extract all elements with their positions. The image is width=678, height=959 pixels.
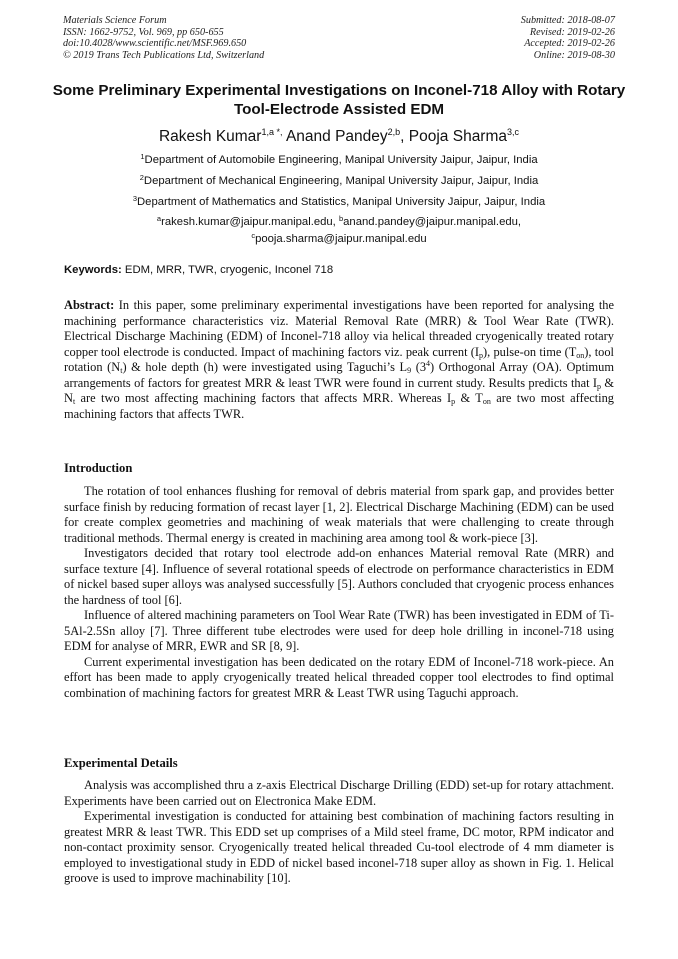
journal-name: Materials Science Forum xyxy=(63,15,167,26)
author-name: Anand Pandey xyxy=(285,128,388,145)
affiliation-2: $^2$Department of Mechanical Engineering, Manipal University Jaipur, Jaipur, India xyxy=(139,173,539,187)
paper-title: Some Preliminary Experimental Investigations on Inconel-718 Alloy with Rotary Tool-Electrode Assisted EDM xyxy=(52,82,626,118)
experimental-body xyxy=(64,778,614,887)
author-name: Rakesh Kumar xyxy=(158,128,262,145)
keywords xyxy=(64,263,333,277)
author-name: Pooja Sharma xyxy=(408,128,508,145)
paragraph: Experimental investigation is conducted for attaining best combination of machining factors resulting in greatest MRR & least TWR. This EDD set up comprises of a Mild steel frame, DC motor, RPM indicator and non-contact proximity sensor. Cryogenically treated helical threaded Cu-tool electrode of 4 mm diameter is employed to investigational study in EDD of nickel based inconel-718 super alloy as shown in Fig. 1. Helical groove is used to improve machinability [10]. xyxy=(64,809,614,885)
introduction-body xyxy=(64,484,614,701)
keywords-text: EDM, MRR, TWR, cryogenic, Inconel 718 xyxy=(121,264,334,276)
author-mark: 3,c xyxy=(507,127,520,137)
online-date: Online: 2019-08-30 xyxy=(533,49,615,61)
keywords-label: Keywords: xyxy=(64,264,122,276)
author-mark: 2,b xyxy=(387,127,401,137)
abstract-label: Abstract: xyxy=(64,298,115,312)
paragraph: Influence of altered machining parameters on Tool Wear Rate (TWR) has been investigated in EDM of Ti-5Al-2.5Sn alloy [7]. Three different tube electrodes were used for deep hole drilling in inconel-718 using EDM for analyse of MRR, EWR and SR [8, 9]. xyxy=(64,608,614,653)
journal-issn: ISSN: 1662-9752, Vol. 969, pp 650-655 xyxy=(63,26,224,38)
journal-info xyxy=(63,15,264,61)
journal-copyright: © 2019 Trans Tech Publications Ltd, Switzerland xyxy=(63,49,265,61)
paragraph: The rotation of tool enhances flushing for removal of debris material from spark gap, and provides better surface finish by reducing formation of recast layer [1, 2]. Electrical Discharge Machining (EDM) can be used for create complex geometries and machining of weak materials that were challenging to create through traditional methods. Thermal energy is created in machining area among tool & work-piece [3]. xyxy=(64,484,614,545)
email-link[interactable]: anand.pandey@jaipur.manipal.edu, xyxy=(343,216,522,228)
section-heading-introduction: Introduction xyxy=(64,461,133,475)
publication-dates xyxy=(521,15,615,61)
abstract: Abstract: In this paper, some preliminary experimental investigations have been reported for analysing the machining performance characteristics viz. Material Removal Rate (MRR) & Tool Wear Rate (TWR). Electrical Discharge Machining (EDM) of Inconel-718 alloy via helical threaded cryogenically treated rotary copper tool electrode is conducted. Impact of machining factors viz. peak current $(I_p)$, pulse-on time $(T_{on})$, tool rotation $(N_t)$ & hole depth (h) were investigated using Taguchi’s $L_9$ $(3^4)$ Orthogonal Array (OA). Optimum arrangements of factors for greatest MRR & least TWR were found in current study. Results predicts that $I_p$ & $N_t$ are two most affecting machining factors that affects MRR. Whereas $I_p$ & $T_{on}$ are two most affecting machining factors that affects TWR. xyxy=(64,298,614,421)
journal-doi: doi:10.4028/www.scientific.net/MSF.969.650 xyxy=(63,38,247,50)
affiliation-3: $^3$Department of Mathematics and Statistics, Manipal University Jaipur, Jaipur, India xyxy=(132,194,546,208)
accepted-date: Accepted: 2019-02-26 xyxy=(524,38,615,50)
email-link[interactable]: rakesh.kumar@jaipur.manipal.edu, xyxy=(161,216,339,228)
paragraph: Current experimental investigation has been dedicated on the rotary EDM of Inconel-718 work-piece. An effort has been made to apply cryogenically treated helical threaded copper tool electrodes to find optimal combination of machining factors for greatest MRR & Least TWR using Taguchi approach. xyxy=(64,654,614,700)
author-list: Rakesh Kumar$^{1,a *,}$ Anand Pandey$^{2,b}$, Pooja Sharma$^{3,c}$ xyxy=(158,127,520,145)
revised-date: Revised: 2019-02-26 xyxy=(529,26,615,38)
affiliation-1: $^1$Department of Automobile Engineering, Manipal University Jaipur, Jaipur, India xyxy=(140,152,538,166)
section-heading-experimental-details: Experimental Details xyxy=(64,756,178,770)
paragraph: Investigators decided that rotary tool electrode add-on enhances Material removal Rate (MRR) and surface texture [4]. Influence of several rotational speeds of electrode on performance characteristics in EDM of nickel based super alloys was analysed successfully [5]. Authors concluded that cryogenic process enhances the hardness of tool [6]. xyxy=(64,546,614,607)
author-emails: $^a$rakesh.kumar@jaipur.manipal.edu, $^b$anand.pandey@jaipur.manipal.edu, $^c$pooja.sharma@jaipur.manipal.edu xyxy=(156,214,522,245)
author-mark: 1,a *, xyxy=(261,127,283,137)
paragraph: Analysis was accomplished thru a z-axis Electrical Discharge Drilling (EDD) set-up for rotary attachment. Experiments have been carried out on Electronica Make EDM. xyxy=(64,778,614,808)
submitted-date: Submitted: 2018-08-07 xyxy=(520,15,615,26)
email-link[interactable]: pooja.sharma@jaipur.manipal.edu xyxy=(255,233,427,245)
